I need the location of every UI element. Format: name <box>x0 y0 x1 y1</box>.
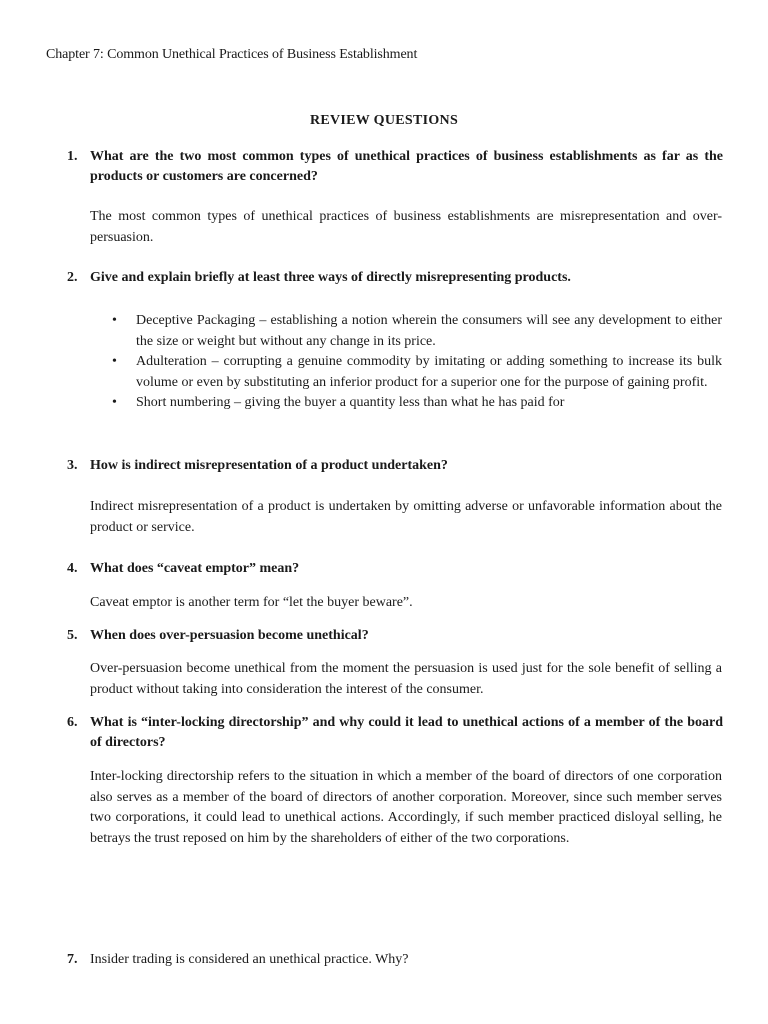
answer-3: Indirect misrepresentation of a product is undertaken by omitting adverse or unfavorable information about the product or service. <box>90 499 722 535</box>
answer-4: Caveat emptor is another term for “let the buyer beware”. <box>90 595 413 610</box>
question-number: 2. <box>67 270 78 285</box>
question-number: 4. <box>67 561 78 576</box>
answer-6: Inter-locking directorship refers to the situation in which a member of the board of directors of one corporation also serves as a member of the board of directors of another corporation. Moreover, since such member serves two corporations, it could lead to unethical actions. Accordingly, if such member practiced disloyal selling, he betrays the trust reposed on him by the shareholders of either of the two corporations. <box>90 769 722 846</box>
question-number: 7. <box>67 952 78 967</box>
question-text: What does “caveat emptor” mean? <box>90 561 300 576</box>
question-6 <box>67 713 723 753</box>
bullet-icon: • <box>112 354 117 369</box>
question-text: What is “inter-locking directorship” and why could it lead to unethical actions of a member of the board of directors? <box>90 715 723 750</box>
question-number: 3. <box>67 458 78 473</box>
question-text: How is indirect misrepresentation of a product undertaken? <box>90 458 448 473</box>
list-item-text: Adulteration – corrupting a genuine commodity by imitating or adding something to increase its bulk volume or even by substituting an inferior product for a superior one for the purpose of gaining profit. <box>136 354 722 390</box>
list-item-text: Deceptive Packaging – establishing a notion wherein the consumers will see any development to either the size or weight but without any change in its price. <box>136 313 722 349</box>
question-text: Insider trading is considered an unethical practice. Why? <box>90 952 409 967</box>
answer-5: Over-persuasion become unethical from the moment the persuasion is used just for the sole benefit of selling a product without taking into consideration the interest of the consumer. <box>90 661 722 697</box>
bullet-icon: • <box>112 313 117 328</box>
question-text: What are the two most common types of unethical practices of business establishments as far as the products or customers are concerned? <box>90 149 723 184</box>
answer-2-list <box>90 311 722 414</box>
question-1 <box>67 147 723 187</box>
section-title: REVIEW QUESTIONS <box>309 113 459 128</box>
question-2 <box>67 268 723 288</box>
question-text: When does over-persuasion become unethical? <box>90 628 369 643</box>
list-item <box>90 311 722 352</box>
question-text: Give and explain briefly at least three ways of directly misrepresenting products. <box>90 270 571 285</box>
bullet-icon: • <box>112 395 117 410</box>
question-3 <box>67 456 723 476</box>
list-item <box>90 352 722 393</box>
answer-1: The most common types of unethical practices of business establishments are misrepresentation and over-persuasion. <box>90 209 722 245</box>
question-5 <box>67 626 723 646</box>
question-4 <box>67 559 723 579</box>
list-item <box>90 393 722 414</box>
list-item-text: Short numbering – giving the buyer a quantity less than what he has paid for <box>136 395 565 410</box>
question-number: 6. <box>67 715 78 730</box>
question-7 <box>67 950 723 970</box>
question-number: 1. <box>67 149 78 164</box>
question-number: 5. <box>67 628 78 643</box>
chapter-header: Chapter 7: Common Unethical Practices of Business Establishment <box>46 47 418 62</box>
